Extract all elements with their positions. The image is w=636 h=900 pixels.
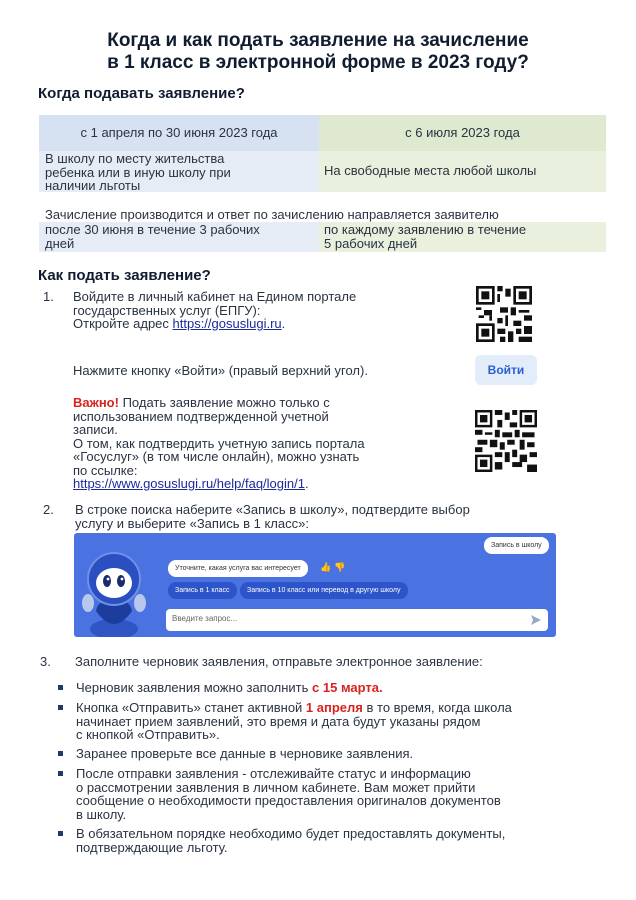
page-title bbox=[0, 30, 636, 74]
col2-note-line: 5 рабочих дней bbox=[324, 235, 418, 251]
important-first-line bbox=[73, 396, 473, 410]
col1-note bbox=[39, 222, 319, 252]
bullet-draft bbox=[76, 681, 383, 695]
robot-assistant-icon bbox=[78, 541, 150, 637]
important-rest: Подать заявление можно только с bbox=[118, 395, 330, 410]
step1-open-line bbox=[73, 317, 463, 331]
press-login-text: Нажмите кнопку «Войти» (правый верхний угол). bbox=[73, 363, 368, 378]
col1-header: с 1 апреля по 30 июня 2023 года bbox=[39, 115, 319, 151]
b4-line: в школу. bbox=[76, 806, 127, 822]
option-first-grade[interactable]: Запись в 1 класс bbox=[168, 582, 237, 599]
col1-body-line: ребенка или в иную школу при bbox=[45, 164, 231, 180]
open-suffix: . bbox=[281, 316, 286, 331]
step1-text bbox=[73, 290, 463, 331]
step1-line: государственных услуг (ЕПГУ): bbox=[73, 302, 261, 318]
b4-line: сообщение о необходимости предоставления оригиналов документов bbox=[76, 793, 501, 808]
option-tenth-grade[interactable]: Запись в 10 класс или перевод в другую школу bbox=[240, 582, 408, 599]
bullet-check: Заранее проверьте все данные в черновике заявления. bbox=[76, 746, 414, 761]
bullet-marker bbox=[58, 705, 63, 710]
b5-line: подтверждающие льготу. bbox=[76, 839, 228, 855]
chip-zapis-v-shkolu[interactable]: Запись в школу bbox=[484, 537, 549, 554]
b5-line: В обязательном порядке необходимо будет предоставлять документы, bbox=[76, 826, 506, 841]
important-line: О том, как подтвердить учетную запись портала bbox=[73, 435, 365, 451]
col1-body-line: В школу по месту жительства bbox=[45, 151, 225, 166]
step1-number: 1. bbox=[43, 289, 54, 304]
b2-first-line bbox=[76, 701, 606, 715]
col2-body: На свободные места любой школы bbox=[319, 151, 606, 192]
b2-red: 1 апреля bbox=[305, 700, 363, 715]
important-line: по ссылке: bbox=[73, 462, 138, 478]
enrollment-note: Зачисление производится и ответ по зачислению направляется заявителю bbox=[45, 207, 499, 222]
col2-header: с 6 июля 2023 года bbox=[319, 115, 606, 151]
bullet-send bbox=[76, 701, 606, 742]
important-label: Важно! bbox=[73, 395, 119, 410]
search-input[interactable] bbox=[166, 609, 548, 631]
col1-note-line: дней bbox=[45, 235, 75, 251]
b1-suffix: . bbox=[379, 680, 383, 695]
title-line-1: Когда и как подать заявление на зачисление bbox=[107, 30, 529, 51]
bullet-marker bbox=[58, 685, 63, 690]
bullet-benefits bbox=[76, 827, 606, 854]
bullet-marker bbox=[58, 831, 63, 836]
how-heading: Как подать заявление? bbox=[38, 267, 211, 284]
important-line: «Госуслуг» (в том числе онлайн), можно узнать bbox=[73, 449, 360, 464]
bullet-status bbox=[76, 767, 606, 821]
col1-body-line: наличии льготы bbox=[45, 178, 141, 193]
col1-note-line: после 30 июня в течение 3 рабочих bbox=[45, 222, 260, 237]
important-block bbox=[73, 396, 473, 491]
bullet-marker bbox=[58, 771, 63, 776]
gosuslugi-search-banner bbox=[74, 533, 556, 637]
step2-line: В строке поиска наберите «Запись в школу», подтвердите выбор bbox=[75, 502, 470, 517]
thumbs-up-icon[interactable]: 👍 bbox=[320, 562, 332, 572]
b1-prefix: Черновик заявления можно заполнить bbox=[76, 680, 313, 695]
b4-line: о рассмотрении заявления в личном кабинете. Вам может прийти bbox=[76, 779, 476, 795]
step1-line: Войдите в личный кабинет на Едином портале bbox=[73, 289, 357, 304]
col2-note-line: по каждому заявлению в течение bbox=[324, 222, 527, 237]
title-line-2: в 1 класс в электронной форме в 2023 году? bbox=[107, 52, 529, 73]
col2-note bbox=[319, 222, 606, 252]
gosuslugi-link[interactable]: https://gosuslugi.ru bbox=[172, 316, 282, 331]
b2-suffix: в то время, когда школа bbox=[362, 700, 512, 715]
b4-line: После отправки заявления - отслеживайте статус и информацию bbox=[76, 766, 471, 781]
step3-text: Заполните черновик заявления, отправьте электронное заявление: bbox=[75, 654, 483, 669]
important-line: использованием подтвержденной учетной bbox=[73, 408, 329, 424]
b2-line: с кнопкой «Отправить». bbox=[76, 727, 220, 742]
faq-link-line bbox=[73, 477, 473, 491]
login-button[interactable]: Войти bbox=[475, 355, 537, 385]
step2-line: услугу и выберите «Запись в 1 класс»: bbox=[75, 515, 309, 531]
qr-code-icon bbox=[476, 286, 532, 342]
b2-prefix: Кнопка «Отправить» станет активной bbox=[76, 700, 306, 715]
qr-code-icon bbox=[475, 410, 537, 472]
step2-number: 2. bbox=[43, 502, 54, 517]
open-prefix: Откройте адрес bbox=[73, 316, 173, 331]
search-placeholder: Введите запрос... bbox=[172, 614, 238, 623]
send-icon[interactable] bbox=[530, 614, 542, 626]
b2-line: начинает прием заявлений, это время и дата будут указаны рядом bbox=[76, 713, 481, 729]
bullet-marker bbox=[58, 751, 63, 756]
b1-red: с 15 марта bbox=[312, 680, 379, 695]
faq-suffix: . bbox=[304, 476, 309, 491]
col1-body bbox=[39, 151, 319, 192]
step2-text bbox=[75, 503, 565, 530]
thumbs-down-icon[interactable]: 👎 bbox=[334, 562, 346, 572]
important-line: записи. bbox=[73, 422, 118, 437]
when-heading: Когда подавать заявление? bbox=[38, 85, 245, 102]
assistant-question: Уточните, какая услуга вас интересует bbox=[168, 560, 308, 577]
step3-number: 3. bbox=[40, 654, 51, 669]
faq-link[interactable]: https://www.gosuslugi.ru/help/faq/login/1 bbox=[73, 476, 305, 491]
